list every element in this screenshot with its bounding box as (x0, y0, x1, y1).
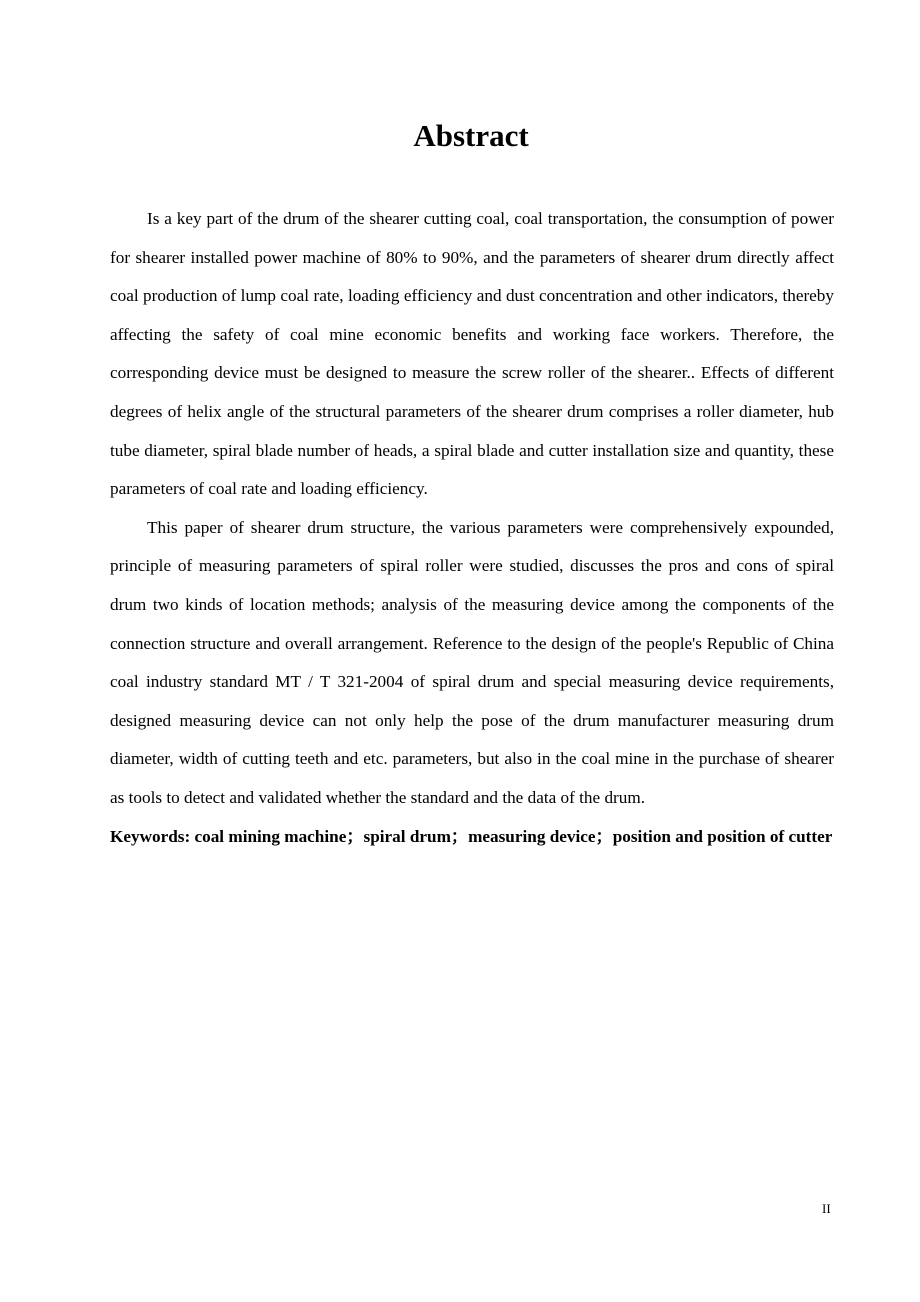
page-title: Abstract (413, 118, 529, 153)
abstract-paragraph-2: This paper of shearer drum structure, the various parameters were comprehensively expounded, principle of measuring parameters of spiral roller were studied, discusses the pros and cons of spiral drum two kinds of location methods; analysis of the measuring device among the components of the connection structure and overall arrangement. Reference to the design of the people's Republic of China coal industry standard MT / T 321-2004 of spiral drum and special measuring device requirements, designed measuring device can not only help the pose of the drum manufacturer measuring drum diameter, width of cutting teeth and etc. parameters, but also in the coal mine in the purchase of shearer as tools to detect and validated whether the standard and the data of the drum. (110, 517, 834, 807)
page-number: II (822, 1201, 831, 1216)
abstract-paragraph-1: Is a key part of the drum of the shearer cutting coal, coal transportation, the consumption of power for shearer installed power machine of 80% to 90%, and the parameters of shearer drum directly affect coal production of lump coal rate, loading efficiency and dust concentration and other indicators, thereby affecting the safety of coal mine economic benefits and working face workers. Therefore, the corresponding device must be designed to measure the screw roller of the shearer.. Effects of different degrees of helix angle of the structural parameters of the shearer drum comprises a roller diameter, hub tube diameter, spiral blade number of heads, a spiral blade and cutter installation size and quantity, these parameters of coal rate and loading efficiency. (110, 209, 834, 499)
abstract-body (110, 200, 834, 856)
keywords-line: Keywords: coal mining machine；spiral drum；measuring device；position and position of cutter (110, 826, 833, 846)
